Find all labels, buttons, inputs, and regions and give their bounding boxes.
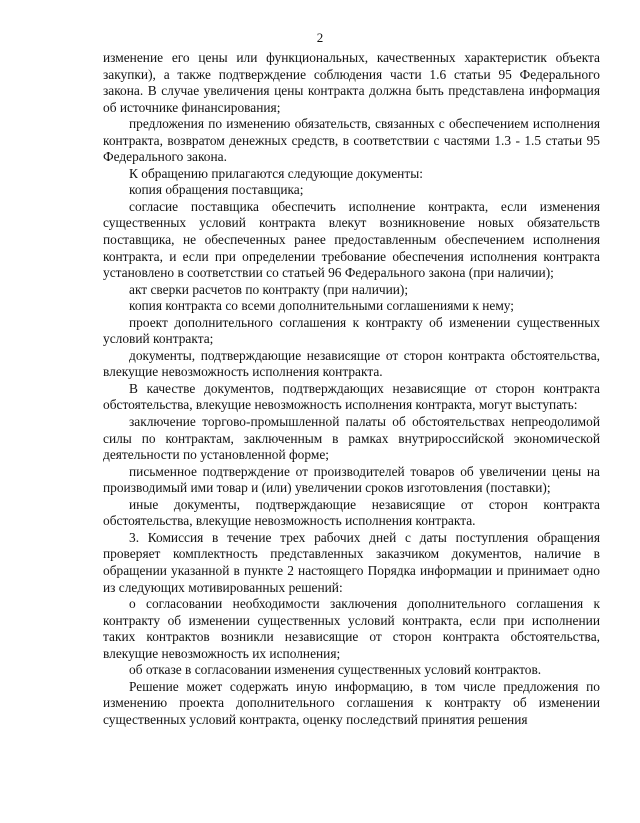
- paragraph: копия обращения поставщика;: [129, 182, 304, 198]
- paragraph: изменение его цены или функциональных, качественных характеристик объекта закупки), а также подтверждение соблюдения части 1.6 статьи 95 Федерального закона. В случае увеличения цены контракта должна быть представлена информация об источнике финансирования;: [103, 50, 600, 115]
- paragraph: о согласовании необходимости заключения дополнительного соглашения к контракту об изменении существенных условий контракта, если при исполнении таких контрактов возникли независящие от сторон контракта обстоятельства, влекущие невозможность их исполнения;: [103, 596, 600, 661]
- paragraph: письменное подтверждение от производителей товаров об увеличении цены на производимый ими товар и (или) увеличении сроков изготовления (поставки);: [103, 463, 600, 496]
- paragraph: К обращению прилагаются следующие документы:: [129, 165, 423, 181]
- paragraph: об отказе в согласовании изменения существенных условий контрактов.: [129, 662, 542, 678]
- paragraph: копия контракта со всеми дополнительными соглашениями к нему;: [129, 298, 515, 314]
- paragraph: проект дополнительного соглашения к контракту об изменении существенных условий контракта;: [103, 314, 600, 347]
- paragraph: иные документы, подтверждающие независящие от сторон контракта обстоятельства, влекущие невозможность исполнения контракта.: [103, 496, 600, 529]
- paragraph: документы, подтверждающие независящие от сторон контракта обстоятельства, влекущие невозможность исполнения контракта.: [103, 347, 600, 380]
- paragraph: согласие поставщика обеспечить исполнение контракта, если изменения существенных условий контракта влекут возникновение новых обязательств поставщика, не обеспеченных ранее предоставленным обеспечением исполнения контракта, и если при определении требование обеспечения исполнения контракта установлено в соответствии со статьей 96 Федерального закона (при наличии);: [103, 198, 600, 281]
- document-body: [103, 50, 600, 728]
- paragraph: В качестве документов, подтверждающих независящие от сторон контракта обстоятельства, влекущие невозможность исполнения контракта, могут выступать:: [103, 380, 600, 413]
- paragraph: акт сверки расчетов по контракту (при наличии);: [129, 281, 409, 297]
- paragraph: предложения по изменению обязательств, связанных с обеспечением исполнения контракта, возвратом денежных средств, в соответствии с частями 1.3 - 1.5 статьи 95 Федерального закона.: [103, 116, 600, 165]
- paragraph: Решение может содержать иную информацию, в том числе предложения по изменению проекта дополнительного соглашения к контракту об изменении существенных условий контракта, оценку последствий принятия решения: [103, 678, 600, 727]
- page-number: 2: [316, 30, 324, 45]
- paragraph: заключение торгово-промышленной палаты об обстоятельствах непреодолимой силы по контрактам, заключенным в рамках внутрироссийской экономической деятельности по установленной форме;: [103, 414, 600, 463]
- paragraph: 3. Комиссия в течение трех рабочих дней с даты поступления обращения проверяет комплектность представленных заказчиком документов, наличие в обращении указанной в пункте 2 настоящего Порядка информации и принимает одно из следующих мотивированных решений:: [103, 529, 600, 595]
